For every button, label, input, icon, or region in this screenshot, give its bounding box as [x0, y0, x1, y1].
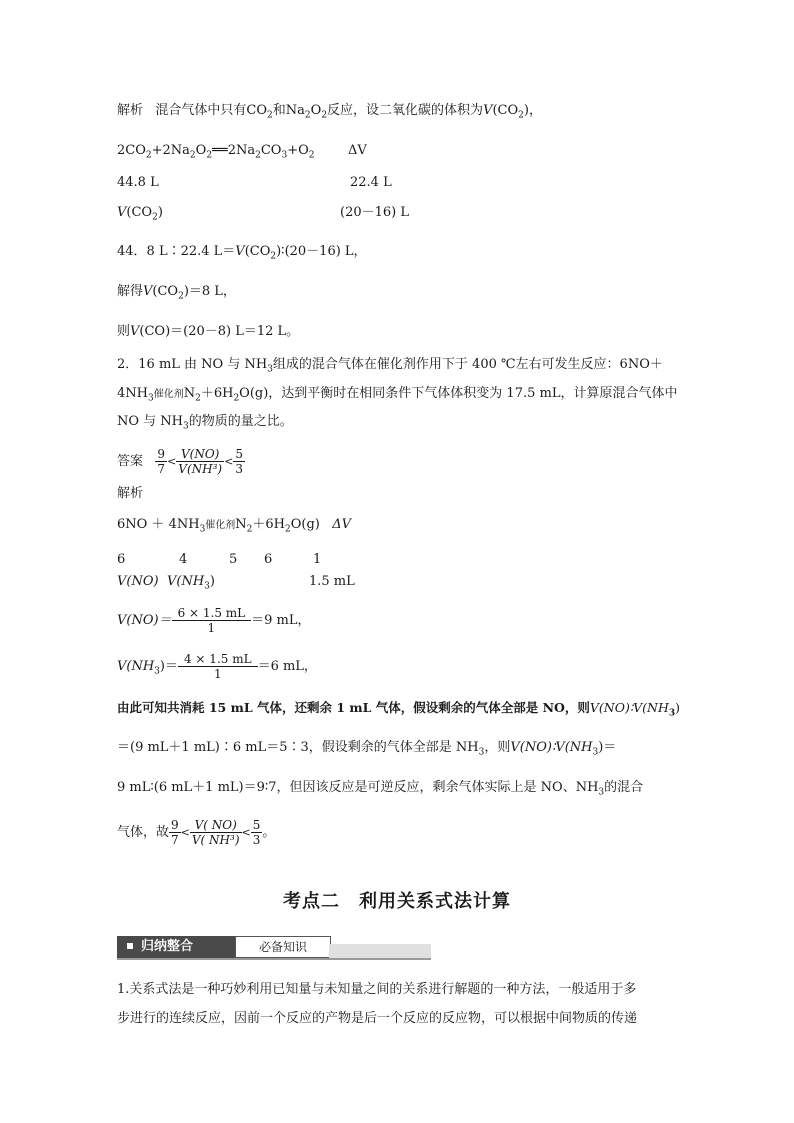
- text: 9: [157, 447, 166, 461]
- text: 由此可知共消耗 15 mL 气体，还剩余 1 mL 气体，假设剩余的气体全部是 NO，则: [117, 700, 590, 715]
- question-2-line-3: NO 与 $NH_3$的物质的量之比。: [117, 414, 293, 432]
- text: 气体，故: [117, 825, 170, 840]
- row-3-d: 1.5 mL: [309, 574, 355, 589]
- calc-nh3: $V(NH_3)=$ $\frac{4 \times 1.5 mL}{1}$ ＝6 mL，: [117, 652, 317, 681]
- analysis-label: 解析: [117, 103, 144, 118]
- text: O(g): [290, 517, 320, 532]
- text: 1: [213, 667, 222, 681]
- reasoning-line-2: ＝(9 mL＋1 mL)∶6 mL＝5∶3，假设剩余的气体全部是 $NH_3$，则$V(NO)∶V(NH_3)=$: [117, 740, 617, 758]
- text: 4NH: [117, 386, 148, 401]
- text: V(NH: [167, 574, 205, 589]
- text: V: [235, 244, 245, 259]
- text: )＝: [159, 659, 178, 674]
- question-2-line-2: $4NH_3$催化剂$N_2+6H_2O(g)$，达到平衡时在相同条件下气体体积变为 17.5 mL，计算原混合气体中: [117, 386, 678, 404]
- section-badge: [117, 936, 431, 962]
- solve-line: 解得$V(CO_2)=8$ L，: [117, 284, 236, 302]
- less-than: <: [167, 455, 177, 468]
- text: O: [310, 103, 322, 118]
- coef-4: 6: [264, 552, 273, 567]
- text: V(NO)＝: [117, 613, 172, 628]
- text: ): [209, 574, 215, 589]
- less-than: <: [224, 455, 234, 468]
- reasoning-line-4: [117, 818, 275, 847]
- fraction-9-7: [155, 447, 167, 476]
- text: )＝8 L，: [183, 284, 236, 299]
- text: +2Na: [151, 143, 190, 158]
- coef-3: 5: [229, 552, 238, 567]
- text: (CO)＝(20－8) L＝12 L。: [139, 324, 300, 339]
- text: (CO: [126, 205, 153, 220]
- text: 6 × 1.5 mL: [172, 606, 252, 621]
- text: V: [130, 324, 140, 339]
- text: 9 mL∶(6 mL＋1 mL)＝9∶7，但因该反应是可逆反应，剩余气体实际上是 NO、NH: [117, 780, 599, 795]
- badge-decor-bar: [329, 944, 431, 958]
- text: N: [183, 386, 196, 401]
- coef-1: 6: [117, 552, 126, 567]
- text: (CO: [492, 103, 519, 118]
- text: NO 与 NH: [117, 414, 184, 429]
- equation-1: $2CO_2+2Na_2O_2══2Na_2CO_3+O_2$: [117, 143, 315, 161]
- equation-2: $6NO + 4NH_3$催化剂$N_2+6H_2O(g)$ ΔV: [117, 517, 352, 535]
- fraction-calc-1: [172, 606, 252, 635]
- catalyst-label: 催化剂: [205, 520, 236, 531]
- text: ，则: [484, 740, 511, 755]
- text: ＋6H: [252, 517, 286, 532]
- text: ＋6H: [200, 386, 234, 401]
- fraction-calc-2: [178, 652, 258, 681]
- method-line-2: 步进行的连续反应，因前一个反应的产物是后一个反应的反应物，可以根据中间物质的传递: [117, 1011, 638, 1026]
- text: V: [483, 103, 493, 118]
- text: 组成的混合气体在催化剂作用下于 400 ℃左右可发生反应：6NO＋: [272, 357, 663, 372]
- result-line: [117, 322, 299, 342]
- ratio-line: 44．8 L∶22.4 $L=V(CO_2)∶(20-16)$ L，: [117, 244, 367, 262]
- row-3-b: $V(NH_3)$: [167, 574, 215, 592]
- text: ): [675, 700, 681, 715]
- text: 的混合: [604, 780, 644, 795]
- text: 则: [117, 324, 131, 339]
- calc-no: [117, 606, 311, 635]
- badge-underline: [117, 958, 431, 960]
- text: 和Na: [272, 103, 305, 118]
- text: 3: [235, 462, 243, 476]
- text: 6NO ＋ 4NH: [117, 517, 200, 532]
- delta-v: [348, 141, 367, 161]
- text: V( NO): [190, 818, 242, 833]
- text: N: [235, 517, 247, 532]
- text: 的物质的量之比。: [188, 414, 293, 429]
- reasoning-line-1: 由此可知共消耗 15 mL 气体，还剩余 1 mL 气体，假设剩余的气体全部是 NO，则$V(NO)∶V(NH_3)$: [117, 700, 681, 719]
- badge-knowledge: 必备知识: [235, 936, 331, 958]
- fraction-volume-ratio: [190, 818, 242, 847]
- text: 反应，设二氧化碳的体积为: [327, 103, 484, 118]
- fraction-volume-ratio: [176, 447, 224, 476]
- text: 3: [252, 833, 261, 847]
- text: )∶(20－16) L，: [276, 244, 367, 259]
- fraction-5-3: [251, 818, 263, 847]
- text: ＝(9 mL＋1 mL)∶6 mL＝5∶3，假设剩余的气体全部是 NH: [117, 740, 479, 755]
- method-line-1: 1.关系式法是一种巧妙利用已知量与未知量之间的关系进行解题的一种方法，一般适用于多: [117, 982, 637, 997]
- text: 2．16 mL 由 NO 与 NH: [117, 357, 268, 372]
- text: V(NH³): [178, 462, 223, 476]
- text: ΔV: [348, 143, 367, 158]
- text: V(NO): [117, 574, 159, 589]
- text: V(NO): [176, 447, 224, 462]
- section-title: 考点二 利用关系式法计算: [283, 891, 511, 912]
- text: V(NO)∶V(NH: [510, 740, 593, 755]
- text: +O: [287, 143, 309, 158]
- text: 5: [235, 447, 243, 461]
- reasoning-line-3: 9 mL∶(6 mL＋1 mL)＝9∶7，但因该反应是可逆反应，剩余气体实际上是 NO、$NH_3$的混合: [117, 780, 644, 798]
- text: V(NH: [117, 659, 155, 674]
- fraction-5-3: [233, 447, 245, 476]
- text: )，: [523, 103, 542, 118]
- text: ＝9 mL，: [251, 613, 311, 628]
- coef-5: 1: [313, 552, 322, 567]
- catalyst-label: 催化剂: [153, 389, 184, 400]
- row-1-left: 44.8 L: [117, 175, 159, 190]
- question-2-line-1: 2．16 mL 由 NO 与 $NH_3$组成的混合气体在催化剂作用下于 400 ℃左右可发生反应：6NO＋: [117, 357, 663, 375]
- text: 7: [171, 833, 179, 847]
- text: 7: [157, 462, 166, 476]
- text: 1: [207, 621, 216, 635]
- fraction-9-7: [169, 818, 181, 847]
- text: (CO: [152, 284, 179, 299]
- text: )＝: [598, 740, 617, 755]
- text: 5: [252, 818, 261, 832]
- text: 4 × 1.5 mL: [178, 652, 258, 667]
- text: O(g)，达到平衡时在相同条件下气体体积变为 17.5 mL，计算原混合气体中: [239, 386, 678, 401]
- coef-2: 4: [179, 552, 188, 567]
- text: O: [195, 143, 207, 158]
- text: CO: [260, 143, 282, 158]
- badge-summary: [117, 936, 235, 958]
- text: 。: [262, 825, 276, 840]
- text: 归纳整合: [141, 939, 194, 954]
- analysis-label-2: 解析: [117, 486, 144, 501]
- text: 2CO: [117, 143, 146, 158]
- text: V(NO)∶V(NH: [589, 700, 669, 715]
- square-icon: [127, 943, 133, 949]
- answer-label: 答案: [117, 454, 144, 469]
- less-than: <: [241, 826, 251, 839]
- text: V: [117, 205, 127, 220]
- text: 混合气体中只有CO: [155, 103, 268, 118]
- text: V( NH³): [191, 833, 240, 847]
- text: (CO: [244, 244, 271, 259]
- row-2-right: (20－16) L: [340, 205, 409, 220]
- text: ＝6 mL，: [257, 659, 317, 674]
- text: 解得: [117, 284, 144, 299]
- text: V: [143, 284, 153, 299]
- text: 9: [171, 818, 179, 832]
- less-than: <: [180, 826, 190, 839]
- text: ══2Na: [212, 143, 256, 158]
- text: 44．8 L∶22.4 L＝: [117, 244, 236, 259]
- text: ΔV: [332, 517, 352, 532]
- analysis-paragraph: 解析 混合气体中只有$CO_2$和$Na_2O_2$反应，设二氧化碳的体积为$V(CO_2)$，: [117, 103, 542, 121]
- row-2-left: $V(CO_2)$: [117, 205, 163, 223]
- row-3-a: [117, 572, 159, 592]
- text: ): [157, 205, 163, 220]
- answer-line: [117, 447, 245, 476]
- row-1-right: 22.4 L: [350, 175, 392, 190]
